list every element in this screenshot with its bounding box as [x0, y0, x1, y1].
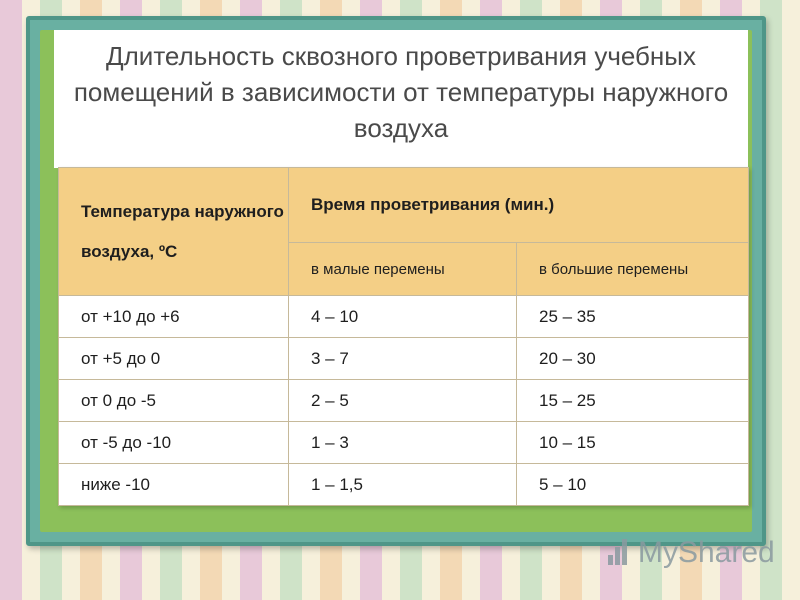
- temperature-cell: ниже -10: [59, 464, 289, 506]
- long-break-cell: 10 – 15: [517, 422, 749, 464]
- long-break-cell: 15 – 25: [517, 380, 749, 422]
- table-row: [59, 296, 749, 338]
- table-row: [59, 380, 749, 422]
- temperature-cell: от +5 до 0: [59, 338, 289, 380]
- short-break-header: в малые перемены: [289, 243, 517, 296]
- table-row: [59, 338, 749, 380]
- short-break-cell: 2 – 5: [289, 380, 517, 422]
- long-break-cell: 25 – 35: [517, 296, 749, 338]
- temperature-cell: от 0 до -5: [59, 380, 289, 422]
- bar-chart-logo-icon: [606, 539, 632, 567]
- temperature-header: Температура наружного воздуха, ºС: [59, 168, 289, 296]
- short-break-cell: 3 – 7: [289, 338, 517, 380]
- table-row: [59, 422, 749, 464]
- long-break-cell: 5 – 10: [517, 464, 749, 506]
- ventilation-time-header: Время проветривания (мин.): [289, 168, 749, 243]
- long-break-cell: 20 – 30: [517, 338, 749, 380]
- ventilation-table: [58, 167, 749, 506]
- logo-text: MyShared: [638, 536, 775, 569]
- watermark-logo: [606, 536, 775, 570]
- long-break-header: в большие перемены: [517, 243, 749, 296]
- table-header-row: [59, 168, 749, 243]
- short-break-cell: 1 – 3: [289, 422, 517, 464]
- temperature-cell: от -5 до -10: [59, 422, 289, 464]
- slide-title: Длительность сквозного проветривания учебных помещений в зависимости от температуры наружного воздуха: [73, 41, 729, 143]
- temperature-cell: от +10 до +6: [59, 296, 289, 338]
- short-break-cell: 1 – 1,5: [289, 464, 517, 506]
- short-break-cell: 4 – 10: [289, 296, 517, 338]
- table-row: [59, 464, 749, 506]
